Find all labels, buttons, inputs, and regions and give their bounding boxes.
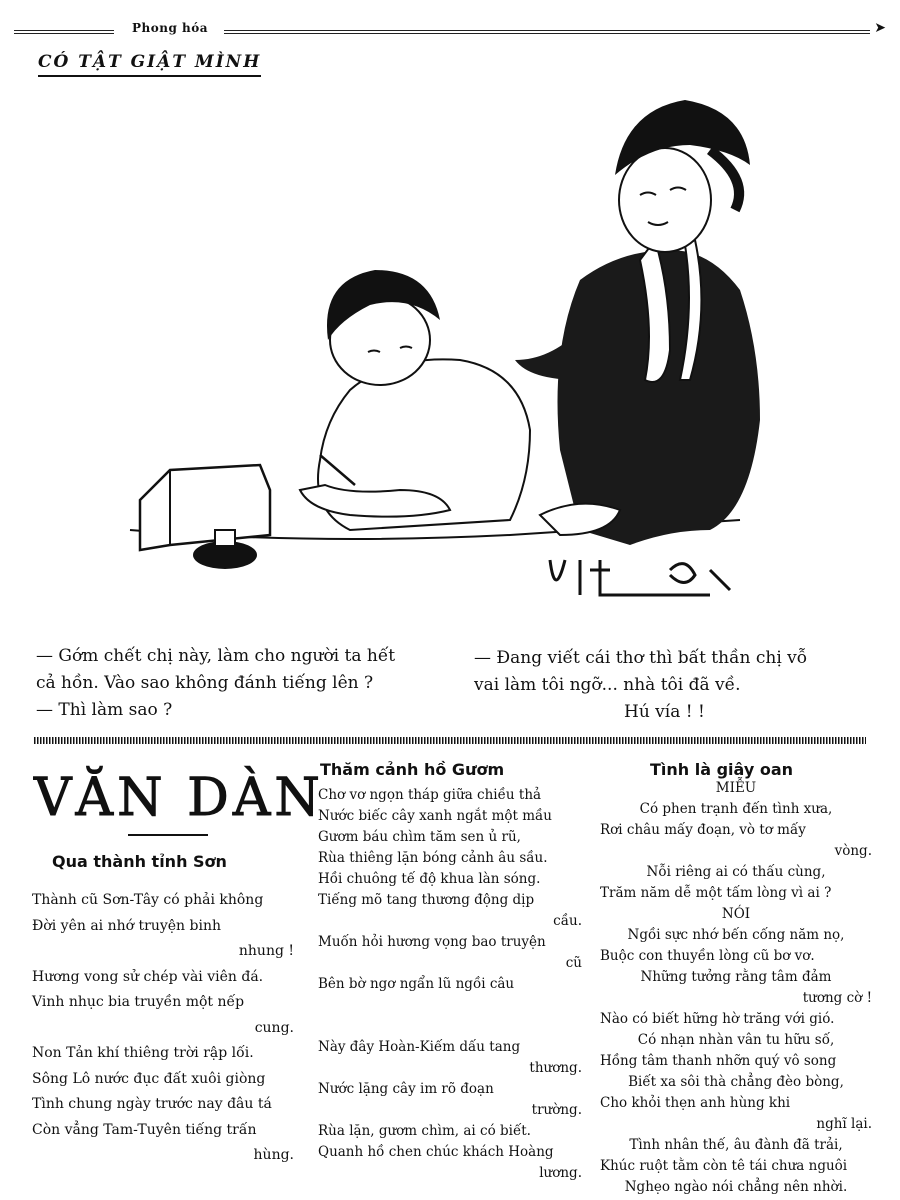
poem2-line: lương. (539, 1165, 582, 1181)
poem1-line: nhung ! (238, 943, 294, 959)
page-header (14, 18, 886, 44)
poem1-line: Sông Lô nước đục đất xuôi giòng (32, 1070, 266, 1087)
poem1-line: Vinh nhục bia truyền một nếp (32, 994, 245, 1010)
poem3-line: Trăm năm dễ một tấm lòng vì ai ? (600, 885, 832, 901)
poem3-line: Nào có biết hững hờ trăng với gió. (600, 1011, 835, 1027)
poem3-line: tương cờ ! (802, 990, 872, 1006)
poem2-line: Rùa lặn, gươm chìm, ai có biết. (318, 1123, 531, 1139)
poem2-line: Quanh hồ chen chúc khách Hoàng (318, 1144, 554, 1160)
poem3-section-heading: MIỄU (715, 780, 757, 796)
arrow-icon: ➤ (874, 20, 886, 36)
poem3-line: Có phen trạnh đến tình xưa, (639, 801, 833, 817)
cartoon-title: CÓ TẬT GIẬT MÌNH (38, 52, 261, 77)
poem2-line: Nước biếc cây xanh ngắt một mầu (318, 808, 552, 824)
poem3-section-heading: NÓI (721, 906, 751, 922)
standing-woman-face (619, 148, 711, 252)
poem3-line: Tình nhân thế, âu đành đã trải, (629, 1137, 843, 1153)
poem3-line: nghĩ lại. (816, 1116, 872, 1132)
poem2-line: Hồi chuông tế độ khua làn sóng. (318, 871, 541, 887)
caption-right-line: — Đang viết cái thơ thì bất thần chị vỗ (474, 648, 808, 668)
section-separator (34, 737, 866, 744)
poem1-line: Thành cũ Sơn-Tây có phải không (32, 892, 264, 908)
poem2-body (318, 785, 582, 1184)
poem3-line: Cho khỏi thẹn anh hùng khi (600, 1095, 791, 1111)
caption-left-line: — Gớm chết chị này, làm cho người ta hết (36, 646, 396, 666)
header-rule-right (224, 30, 870, 34)
poem3-body (600, 778, 872, 1198)
poem1-line: Hương vong sử chép vài viên đá. (32, 968, 264, 985)
poem2-line: Rùa thiêng lặn bóng cảnh âu sầu. (318, 850, 548, 866)
poem2-line: Bên bờ ngơ ngẩn lũ ngồi câu (318, 976, 515, 992)
stanza-gap (318, 1016, 582, 1037)
poem1-line: hùng. (253, 1147, 294, 1163)
poem1-title: Qua thành tỉnh Sơn (52, 852, 227, 871)
poem2-line: cầu. (553, 913, 582, 929)
poem3-line: Những tưởng rằng tâm đảm (640, 969, 832, 985)
poem2-line: Muốn hỏi hương vọng bao truyện (318, 934, 546, 950)
poem3-line: Rơi châu mấy đoạn, vò tơ mấy (600, 822, 806, 838)
heading-rule (128, 834, 208, 836)
poem3-line: Hồng tâm thanh nhỡn quý vô song (600, 1053, 837, 1069)
poem2-line: trường. (531, 1102, 582, 1118)
poem2-line: Gươm báu chìm tăm sen ủ rũ, (318, 829, 521, 845)
poem3-line: Có nhạn nhàn vân tu hữu số, (637, 1032, 835, 1048)
poem1-line: Còn vẳng Tam-Tuyên tiếng trấn (32, 1121, 257, 1138)
poem1-line: Non Tản khí thiêng trời rập lối. (32, 1045, 254, 1061)
poem1-line: cung. (254, 1019, 294, 1036)
poem3-line: vòng. (834, 843, 872, 859)
caption-right (474, 645, 884, 726)
cartoon-illustration (110, 90, 790, 615)
poem1-line: Đời yên ai nhớ truyện binh (32, 917, 221, 934)
poem3-line: Nghẹo ngào nói chẳng nên nhời. (624, 1179, 848, 1195)
poem2-line: cũ (565, 955, 582, 971)
caption-right-line: Hú vía ! ! (624, 702, 705, 722)
poem2-line: Nước lặng cây im rõ đoạn (318, 1081, 494, 1097)
poem2-line: Tiếng mõ tang thương động dịp (318, 892, 535, 908)
masthead: Phong hóa (132, 21, 209, 35)
hair-side (710, 150, 739, 210)
caption-right-line: vai làm tôi ngỡ... nhà tôi đã về. (474, 675, 741, 695)
poem3-line: Ngồi sực nhớ bến cống năm nọ, (627, 927, 845, 943)
poem1-line: Tình chung ngày trước nay đâu tá (32, 1096, 272, 1112)
stanza-gap (318, 995, 582, 1016)
header-rule-left (14, 30, 114, 34)
poem3-line: Biết xa sôi thà chẳng đèo bòng, (628, 1074, 844, 1090)
inkwell-neck (215, 530, 235, 546)
poem3-line: Nỗi riêng ai có thấu cùng, (646, 864, 826, 880)
poem1-body (32, 888, 294, 1169)
poem2-line: Này đây Hoàn-Kiếm dấu tang (318, 1039, 521, 1055)
column-heading: VĂN DÀN (34, 768, 324, 828)
poem2-title: Thăm cảnh hồ Gươm (320, 760, 505, 779)
caption-left-line: — Thì làm sao ? (36, 700, 173, 720)
poem2-line: Chơ vơ ngọn tháp giữa chiều thả (318, 787, 542, 803)
letter-box (140, 465, 270, 550)
poem3-title: Tình là giây oan (650, 760, 794, 779)
caption-left (36, 643, 446, 724)
poem2-line: thương. (529, 1060, 582, 1076)
poem3-line: Buộc con thuyền lòng cũ bơ vơ. (600, 948, 815, 964)
artist-signature (550, 560, 730, 595)
caption-left-line: cả hồn. Vào sao không đánh tiếng lên ? (36, 673, 374, 693)
poem3-line: Khúc ruột tằm còn tê tái chưa nguôi (600, 1158, 848, 1174)
